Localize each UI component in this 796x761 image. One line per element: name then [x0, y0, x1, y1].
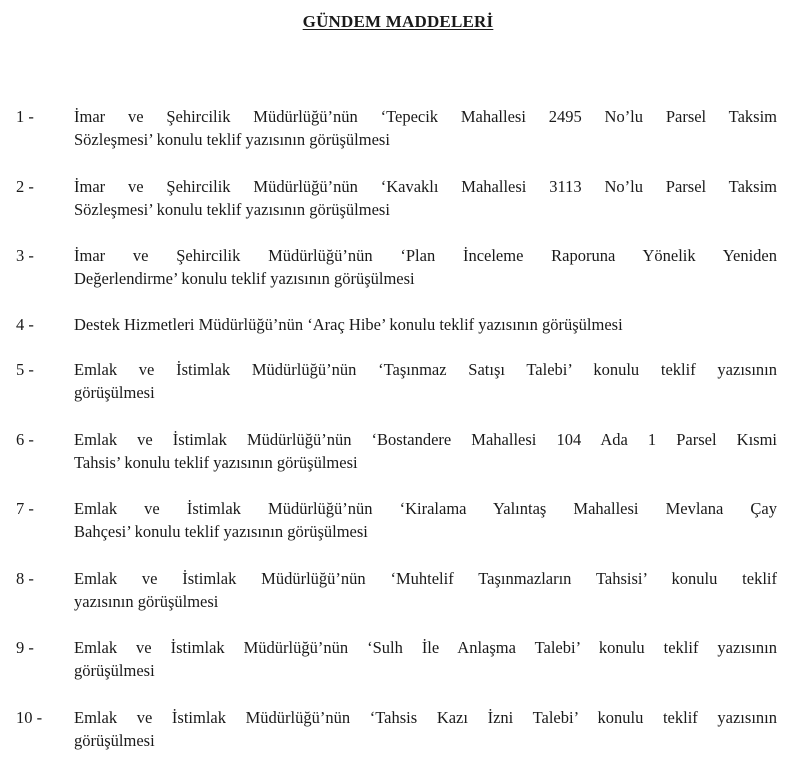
agenda-item-text	[74, 706, 777, 752]
agenda-item-number: 7 -	[16, 499, 34, 518]
agenda-item-text	[74, 358, 777, 404]
agenda-item-line: görüşülmesi	[74, 383, 155, 402]
page-title	[0, 12, 796, 32]
agenda-item-text	[74, 567, 777, 613]
agenda-item-line: İmar ve Şehircilik Müdürlüğü’nün ‘Plan İnceleme Raporuna Yönelik Yeniden	[74, 246, 777, 265]
agenda-item-text	[74, 244, 777, 290]
agenda-item-text	[74, 313, 777, 336]
agenda-item-line: Emlak ve İstimlak Müdürlüğü’nün ‘Muhtelif Taşınmazların Tahsisi’ konulu teklif	[74, 569, 777, 588]
agenda-item-text	[74, 105, 777, 151]
agenda-item-line: Destek Hizmetleri Müdürlüğü’nün ‘Araç Hibe’ konulu teklif yazısının görüşülmesi	[74, 315, 623, 334]
agenda-item-number: 3 -	[16, 246, 34, 265]
agenda-item-number: 6 -	[16, 430, 34, 449]
agenda-item-line: Tahsis’ konulu teklif yazısının görüşülmesi	[74, 453, 358, 472]
agenda-item-line: Bahçesi’ konulu teklif yazısının görüşülmesi	[74, 522, 368, 541]
agenda-item-line: Emlak ve İstimlak Müdürlüğü’nün ‘Kiralama Yalıntaş Mahallesi Mevlana Çay	[74, 499, 777, 518]
agenda-item-number: 4 -	[16, 315, 34, 334]
agenda-item-line: Sözleşmesi’ konulu teklif yazısının görüşülmesi	[74, 130, 390, 149]
agenda-item-line: Emlak ve İstimlak Müdürlüğü’nün ‘Sulh İle Anlaşma Talebi’ konulu teklif yazısının	[74, 638, 777, 657]
agenda-item-text	[74, 428, 777, 474]
page-title-text: GÜNDEM MADDELERİ	[302, 12, 494, 31]
agenda-item-line: Sözleşmesi’ konulu teklif yazısının görüşülmesi	[74, 200, 390, 219]
agenda-item-number: 10 -	[16, 708, 43, 727]
agenda-item-line: Değerlendirme’ konulu teklif yazısının görüşülmesi	[74, 269, 415, 288]
agenda-item-line: İmar ve Şehircilik Müdürlüğü’nün ‘Tepecik Mahallesi 2495 No’lu Parsel Taksim	[74, 107, 777, 126]
agenda-item-line: Emlak ve İstimlak Müdürlüğü’nün ‘Taşınmaz Satışı Talebi’ konulu teklif yazısının	[74, 360, 777, 379]
agenda-item-line: Emlak ve İstimlak Müdürlüğü’nün ‘Tahsis Kazı İzni Talebi’ konulu teklif yazısının	[74, 708, 777, 727]
agenda-item-text	[74, 497, 777, 543]
agenda-item-line: İmar ve Şehircilik Müdürlüğü’nün ‘Kavaklı Mahallesi 3113 No’lu Parsel Taksim	[74, 177, 777, 196]
agenda-item-number: 8 -	[16, 569, 34, 588]
agenda-item-number: 2 -	[16, 177, 34, 196]
agenda-item-number: 9 -	[16, 638, 34, 657]
agenda-item-number: 5 -	[16, 360, 34, 379]
agenda-item-line: görüşülmesi	[74, 661, 155, 680]
agenda-item-line: Emlak ve İstimlak Müdürlüğü’nün ‘Bostandere Mahallesi 104 Ada 1 Parsel Kısmi	[74, 430, 777, 449]
agenda-item-line: yazısının görüşülmesi	[74, 592, 219, 611]
agenda-item-text	[74, 175, 777, 221]
agenda-item-number: 1 -	[16, 107, 34, 126]
agenda-item-text	[74, 636, 777, 682]
agenda-item-line: görüşülmesi	[74, 731, 155, 750]
